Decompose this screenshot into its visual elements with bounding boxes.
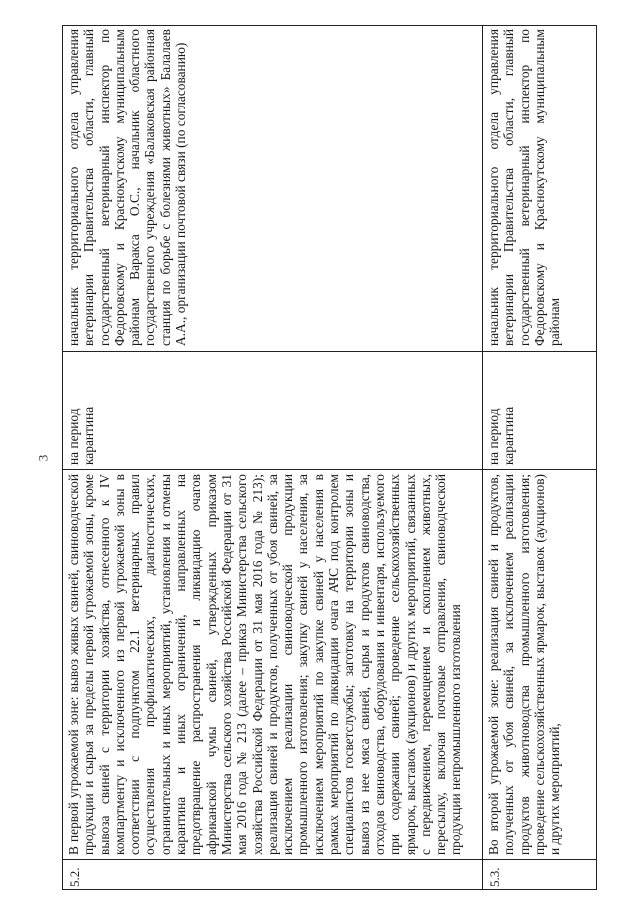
measure-text: В первой угрожаемой зоне: вывоз живых свиней, свиноводческой продукции и сырья за пределы первой угрожаемой зоны, кроме вывоза свиней с территории хозяйства, отнесенного к IV компартменту и исключенного из первой угрожаемой зоны в соответствии с подпунктом 22.1 ветеринарных правил осуществления профилактических, диагностических, ограничительных и иных мероприятий, установления и отмены карантина и иных ограничений, направленных на предотвращение распространения и ликвидацию очагов африканской чумы свиней, утвержденных приказом Министерства сельского хозяйства Российской Федерации от 31 мая 2016 года № 213 (далее – приказ Министерства сельского хозяйства Российской Федерации от 31 мая 2016 года № 213); реализация свиней и продуктов, полученных от убоя свиней, за исключением реализации свиноводческой продукции промышленного изготовления; закупку свиней у населения, за исключением мероприятий по закупке свиней у населения в рамках мероприятий по ликвидации очага АЧС под контролем специалистов госветслужбы; заготовку на территории зоны и вывоз из нее мяса свиней, сырья и продуктов свиноводства, отходов свиноводства, оборудования и инвентаря, используемого при содержании свиней; проведение сельскохозяйственных ярмарок, выставок (аукционов) и других мероприятий, связанных с передвижением, перемещением и скоплением животных, пересылку, включая почтовые отправления, свиноводческой продукции непромышленного изготовления (63, 469, 482, 859)
table-row (63, 25, 483, 889)
table-row (483, 25, 597, 889)
responsible-text: начальник территориального отдела управления ветеринарии Правительства области, главный государственный ветеринарный инспектор по Федоровскому и Краснокутскому муниципальным районам (486, 29, 563, 346)
term-text: на период карантина (483, 351, 597, 469)
responsible-text: начальник территориального отдела управления ветеринарии Правительства области, главный государственный ветеринарный инспектор по Федоровскому и Краснокутскому муниципальным районам Варакса О.С., начальник областного государственного учреждения «Балаковская районная станция по борьбе с болезнями животных» Балалаев А.А., организации почтовой связи (по согласованию) (66, 29, 189, 346)
measure-text: Во второй угрожаемой зоне: реализация свиней и продуктов, полученных от убоя свиней, за исключением реализации продуктов животноводства промышленного изготовления; проведение сельскохозяйственных ярмарок, выставок (аукционов) и других мероприятий, (483, 469, 597, 859)
row-number: 5.2. (63, 859, 482, 889)
page-number: 3 (35, 454, 51, 462)
rotated-table-viewport (62, 25, 597, 890)
term-text: на период карантина (63, 351, 482, 469)
row-number: 5.3. (483, 859, 597, 889)
measures-table (62, 25, 597, 890)
